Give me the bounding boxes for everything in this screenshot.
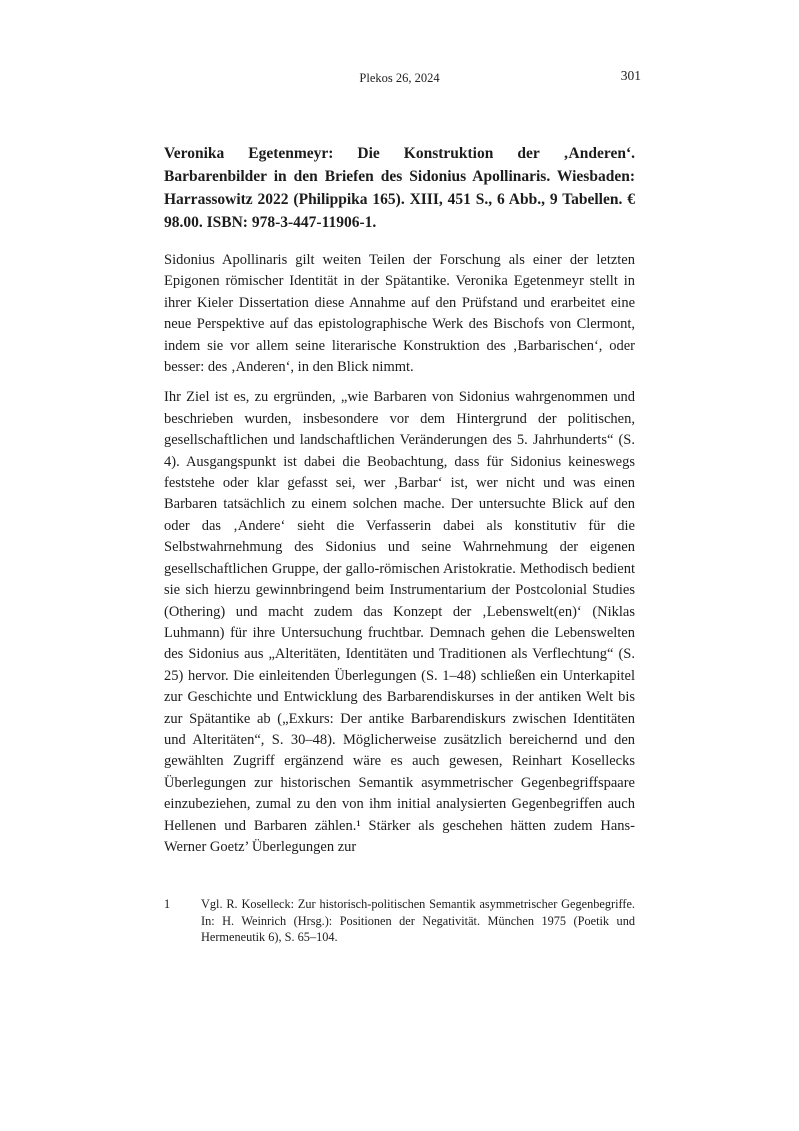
page-number: 301 — [620, 68, 641, 83]
footnote — [164, 896, 635, 946]
review-body — [164, 142, 635, 946]
page-header — [164, 68, 641, 86]
review-heading: Veronika Egetenmeyr: Die Konstruktion der ‚Anderen‘. Barbarenbilder in den Briefen des Sidonius Apollinaris. Wiesbaden: Harrassowitz 2022 (Philippika 165). XIII, 451 S., 6 Abb., 9 Tabellen. € 98.00. ISBN: 978-3-447-11906-1. — [164, 145, 635, 231]
footnote-text: Vgl. R. Koselleck: Zur historisch-politischen Semantik asymmetrischer Gegenbegriffe. In: H. Weinrich (Hrsg.): Positionen der Negativität. München 1975 (Poetik und Hermeneutik 6), S. 65–104. — [201, 897, 635, 945]
review-paragraph-1: Sidonius Apollinaris gilt weiten Teilen der Forschung als einer der letzten Epigonen römischer Identität in der Spätantike. Veronika Egetenmeyr stellt in ihrer Kieler Dissertation diese Annahme auf den Prüfstand und erarbeitet eine neue Perspektive auf das epistolographische Werk des Bischofs von Clermont, indem sie vor allem seine literarische Konstruktion des ‚Barbarischen‘, oder besser: des ‚Anderen‘, in den Blick nimmt. — [164, 252, 635, 376]
journal-title: Plekos 26, 2024 — [359, 71, 440, 85]
review-paragraph-2: Ihr Ziel ist es, zu ergründen, „wie Barbaren von Sidonius wahrgenommen und beschrieben wurden, insbesondere vor dem Hintergrund der politischen, gesellschaftlichen und landschaftlichen Veränderungen des 5. Jahrhunderts“ (S. 4). Ausgangspunkt ist dabei die Beobachtung, dass für Sidonius keineswegs feststehe oder klar gefasst sei, wer ‚Barbar‘ ist, wer nicht und was einen Barbaren tatsächlich zu einem solchen mache. Der untersuchte Blick auf den oder das ‚Andere‘ sieht die Verfasserin dabei als konstitutiv für die Selbstwahrnehmung des Sidonius und seine Wahrnehmung der eigenen gesellschaftlichen Gruppe, der gallo-römischen Aristokratie. Methodisch bedient sie sich hierzu gewinnbringend beim Instrumentarium der Postcolonial Studies (Othering) und macht zudem das Konzept der ‚Lebenswelt(en)‘ (Niklas Luhmann) für ihre Untersuchung fruchtbar. Demnach gehen die Lebenswelten des Sidonius aus „Alteritäten, Identitäten und Traditionen als Verflechtung“ (S. 25) hervor. Die einleitenden Überlegungen (S. 1–48) schließen ein Unterkapitel zur Geschichte und Entwicklung des Barbarendiskurses in der antiken Welt bis zur Spätantike ab („Exkurs: Der antike Barbarendiskurs zwischen Identitäten und Alteritäten“, S. 30–48). Möglicherweise zusätzlich bereichernd und den gewählten Zugriff ergänzend wäre es auch gewesen, Reinhart Kosellecks Überlegungen zur historischen Semantik asymmetrischer Gegenbegriffspaare einzubeziehen, zumal zu den von ihm initial analysierten Gegenbegriffen auch Hellenen und Barbaren zählen.¹ Stärker als geschehen hätten zudem Hans-Werner Goetz’ Überlegungen zur — [164, 389, 635, 855]
footnote-number: 1 — [164, 897, 171, 912]
